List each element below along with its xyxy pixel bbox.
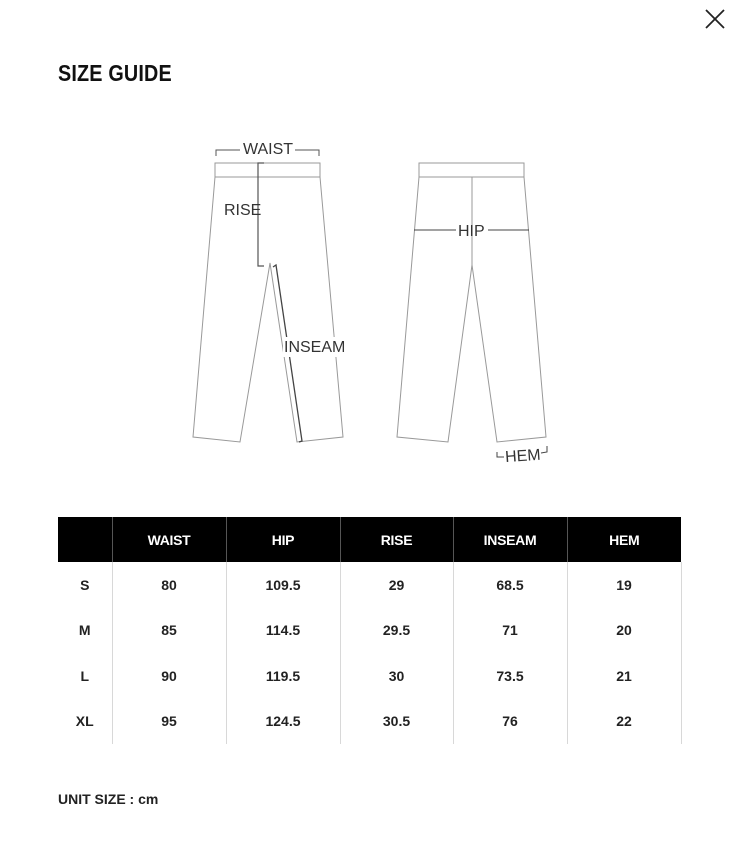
inseam-cell: 73.5 [453, 653, 567, 699]
table-row [58, 699, 681, 745]
size-cell: S [80, 576, 90, 593]
rise-measure [224, 163, 264, 266]
inseam-cell: 76 [453, 699, 567, 745]
column-header-inseam: INSEAM [453, 517, 567, 562]
hem-measure [497, 446, 547, 466]
waist-label: WAIST [243, 141, 294, 158]
waist-cell: 80 [112, 562, 226, 608]
hem-cell: 21 [567, 653, 681, 699]
inseam-cell: 71 [453, 608, 567, 654]
rise-cell: 30.5 [340, 699, 453, 745]
hem-cell: 20 [567, 608, 681, 654]
hem-cell: 22 [567, 699, 681, 745]
hip-measure [414, 223, 529, 240]
hip-label: HIP [458, 223, 485, 240]
rise-label: RISE [224, 202, 262, 219]
waist-measure [216, 141, 319, 158]
hem-cell: 19 [567, 562, 681, 608]
table-row [58, 653, 681, 699]
column-header-hip: HIP [226, 517, 340, 562]
waist-cell: 85 [112, 608, 226, 654]
hip-cell: 124.5 [226, 699, 340, 745]
hip-cell: 114.5 [226, 608, 340, 654]
close-button[interactable] [702, 6, 728, 32]
inseam-cell: 68.5 [453, 562, 567, 608]
size-cell: M [78, 622, 91, 639]
column-header-size [58, 517, 112, 562]
unit-size-note: UNIT SIZE : cm [58, 791, 159, 807]
back-pants-illustration [397, 163, 546, 442]
waist-cell: 95 [112, 699, 226, 745]
table-row [58, 562, 681, 608]
waist-cell: 90 [112, 653, 226, 699]
front-pants-illustration [193, 163, 346, 442]
pants-measurement-diagram [185, 135, 555, 470]
table-header-row [58, 517, 681, 562]
page-title: SIZE GUIDE [58, 60, 172, 86]
column-header-rise: RISE [340, 517, 453, 562]
column-header-waist: WAIST [112, 517, 226, 562]
size-cell: XL [75, 713, 94, 730]
rise-cell: 30 [340, 653, 453, 699]
hem-label: HEM [504, 446, 542, 467]
size-cell: L [80, 667, 90, 684]
hip-cell: 109.5 [226, 562, 340, 608]
size-table [58, 517, 682, 744]
table-row [58, 608, 681, 654]
rise-cell: 29.5 [340, 608, 453, 654]
hip-cell: 119.5 [226, 653, 340, 699]
inseam-label: INSEAM [284, 339, 346, 356]
rise-cell: 29 [340, 562, 453, 608]
close-icon [706, 10, 724, 28]
inseam-measure [273, 265, 345, 442]
column-header-hem: HEM [567, 517, 681, 562]
